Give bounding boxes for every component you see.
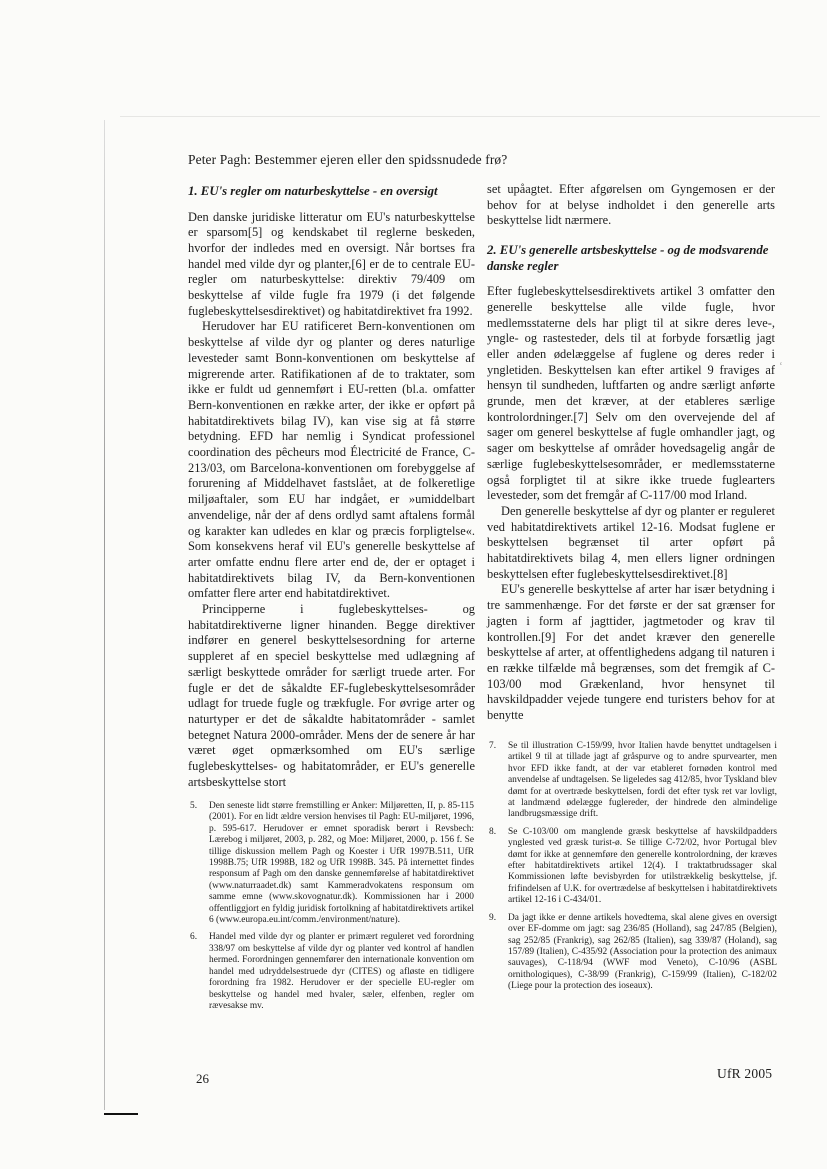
footnote <box>489 741 777 821</box>
footnote-number: 9. <box>489 912 497 923</box>
footnote <box>489 827 777 907</box>
scan-corner-mark <box>104 1113 138 1115</box>
paragraph: Principperne i fuglebeskyttelses- og habitatdirektiverne ligner hinanden. Begge direktiver indfører en generel beskyttelsesordning for arterne suppleret af en speciel beskyttelse med udlægning af særligt beskyttede områder for særligt truede arter. For fugle er det de såkaldte EF-fuglebeskyttelsesområder udlagt for truede fugle og trækfugle. For øvrige arter og naturtyper er det de såkaldte habitatområder - samlet betegnet Natura 2000-områder. Mens der de senere år har været øget opmærksomhed om EU's særlige fuglebeskyttelses- og habitatområder, er EU's generelle artsbeskyttelse stort <box>188 602 475 789</box>
footnote <box>489 913 777 993</box>
footnote-text: Se C-103/00 om manglende græsk beskyttelse af havskildpadders ynglested ved græsk turist-ø. Se tillige C-72/02, hvor Portugal blev dømt for ikke at gennemføre den generelle kontrolordning, der kræves efter habitatdirektivets artikel 12(4). I traktatbrudssager skal Kommissionen løfte bevisbyrden for utilstrækkelig beskyttelse, jf. frifindelsen af U.K. for overtrædelse af beskyttelsen i habitatdirektivets artikel 12-16 i C-434/01. <box>508 826 777 906</box>
paragraph: EU's generelle beskyttelse af arter har især betydning i tre sammenhænge. For det første er der sat grænser for jagten i form af jagttider, jagtmetoder og krav til kontrollen.[9] For det andet kræver den generelle beskyttelse af arter, at offentlighedens adgang til naturen i en række tilfælde må begrænses, som det fremgik af C-103/00 mod Grækenland, hvor hensynet til havskildpadder vejede tungere end turisters behov for at benytte <box>487 582 775 723</box>
footnote-number: 7. <box>489 741 497 751</box>
paragraph: Efter fuglebeskyttelsesdirektivets artikel 3 omfatter den generelle beskyttelse alle vilde fugle, hvor medlemsstaterne dels har pligt til at sikre deres leve-, yngle- og rastesteder, dels til at forbyde forsætlig jagt eller anden ødelæggelse af fuglene og deres reder i yngletiden. Beskyttelsen kan efter artikel 9 fraviges af hensyn til sundheden, luftfarten og andre særligt anførte grunde, men det kræver, at der etableres særlige kontrolordninger.[7] Selv om den overvejende del af sager om generel beskyttelse af fugle omhandler jagt, og sager om beskyttelse af områder hovedsagelig angår de særlige fuglebeskyttelsesområder, er medlemsstaterne også forpligtet til at sikre ikke truede fuglearters levesteder, som det fremgår af C-117/00 mod Irland. <box>487 284 775 503</box>
right-column <box>487 182 775 724</box>
footnote-text: Se til illustration C-159/99, hvor Italien havde benyttet undtagelsen i artikel 9 til at tillade jagt af gråspurve og to andre spurvearter, men hvor EFD ikke fandt, at der var etableret fornøden kontrol med anvendelse af undtagelsen. Se ligeledes sag 412/85, hvor Tyskland blev dømt for at overtræde beskyttelsen, fordi det efter tysk ret var lovligt, at landmænd ødelægge fuglereder, der hindrede den almindelige landbrugsmæssige drift. <box>508 741 777 820</box>
footnote-number: 8. <box>489 826 497 837</box>
footnote <box>190 801 474 926</box>
footnote <box>190 932 474 1012</box>
left-column <box>188 184 475 791</box>
paragraph-continuation: set upåagtet. Efter afgørelsen om Gyngemosen er der behov for at belyse indholdet i den generelle arts beskyttelse lidt nærmere. <box>487 182 775 228</box>
footnotes-left <box>190 801 474 1018</box>
journal-year: UfR 2005 <box>717 1066 773 1081</box>
running-head: Peter Pagh: Bestemmer ejeren eller den spidssnudede frø? <box>188 152 508 167</box>
paragraph: Den danske juridiske litteratur om EU's naturbeskyttelse er sparsom[5] og kendskabet til reglerne beskeden, hvorfor der indledes med en oversigt. Når bortses fra handel med vilde dyr og planter,[6] er de to centrale EU-regler om naturbeskyttelse: direktiv 79/409 om beskyttelse af vilde fugle fra 1979 (i det følgende fuglebeskyttelsesdirektivet) og habitatdirektivet fra 1992. <box>188 209 475 318</box>
section-heading-1: 1. EU's regler om naturbeskyttelse - en oversigt <box>188 184 438 198</box>
paragraph: Den generelle beskyttelse af dyr og planter er reguleret ved habitatdirektivets artikel 12-16. Modsat fuglene er beskyttelsen begrænset til arter opført på habitatdirektivets bilag 4, men ellers ligner ordningen beskyttelsen efter fuglebeskyttelsesdirektivet.[8] <box>487 503 775 581</box>
footnotes-right <box>489 741 777 999</box>
scan-stray-mark: ᶜ <box>780 360 783 369</box>
scan-top-edge <box>120 116 820 117</box>
page-number: 26 <box>196 1071 209 1086</box>
footnote-number: 5. <box>190 801 198 811</box>
section-heading-2: 2. EU's generelle artsbeskyttelse - og de modsvarende danske regler <box>487 243 769 273</box>
paragraph: Herudover har EU ratificeret Bern-konventionen om beskyttelse af vilde dyr og planter og deres naturlige levesteder samt Bonn-konventionen om beskyttelse af migrerende arter. Ratifikationen af de to traktater, som ikke er fuldt ud gennemført i EU-retten (bl.a. omfatter Bern-konventionen en række arter, der ikke er opført på habitatdirektivets bilag IV), kan vise sig at få større betydning. EFD har nemlig i Syndicat professionel coordination des pêcheurs mod Électricité de France, C-213/03, om Barcelona-konventionen om forebyggelse af forurening af Middelhavet fastslået, at de folkeretlige miljøaftaler, som EU har indgået, er »umiddelbart anvendelige, når der af dens ordlyd samt aftalens formål og karakter kan udledes en klar og præcis forpligtelse«. Som konsekvens heraf vil EU's generelle beskyttelse af arter omfatte endnu flere arter end de, der er optaget i habitatdirektivets bilag IV, da Bern-konventionen omfatter flere arter end habitatdirektivet. <box>188 319 475 601</box>
scan-binding-edge <box>104 120 105 1110</box>
footnote-text: Da jagt ikke er denne artikels hovedtema, skal alene gives en oversigt over EF-domme om jagt: sag 236/85 (Holland), sag 247/85 (Belgien), sag 252/85 (Frankrig), sag 262/85 (Italien), sag 339/87 (Holand), sag 157/89 (Italien), C-435/92 (Association pour la protection des animaux sauvages), C-118/94 (WWF mod Veneto), C-10/96 (ASBL ornithologiques), C-38/99 (Frankrig), C-159/99 (Italien), C-182/02 (Liege pour la protection des ioseaux). <box>508 912 777 992</box>
footnote-text: Den seneste lidt større fremstilling er Anker: Miljøretten, II, p. 85-115 (2001). For en lidt ældre version henvises til Pagh: EU-miljøret, 1996, p. 595-617. Herudover er emnet sporadisk berørt i Revsbech: Lærebog i miljøret, 2003, p. 282, og Moe: Miljøret, 2000, p. 156 f. Se tillige diskussion mellem Pagh og Koester i UfR 1997B.511, UfR 1998B.75; UfR 1998B, 182 og UfR 1998B. 345. På internettet findes responsum af Pagh om den danske gennemførelse af habitatdirektivet (www.naturraadet.dk) samt Kammeradvokatens responsum om samme emne (www.skovognatur.dk). Kommissionen har i 2000 offentliggjort en fyldig juridisk fortolkning af habitatdirektivets artikel 6 (www.europa.eu.int/comm./environment/nature). <box>209 801 474 926</box>
footnote-number: 6. <box>190 932 198 943</box>
footnote-text: Handel med vilde dyr og planter er primært reguleret ved forordning 338/97 om beskyttelse af vilde dyr og planter ved kontrol af handlen hermed. Forordningen gennemfører den internationale konvention om handel med udryddelsestruede dyr (CITES) og afløste en tidligere forordning fra 1982. Herudover er der specielle EU-regler om beskyttelse og handel med hvaler, sæler, elfenben, regler om rævesakse mv. <box>209 932 474 1011</box>
